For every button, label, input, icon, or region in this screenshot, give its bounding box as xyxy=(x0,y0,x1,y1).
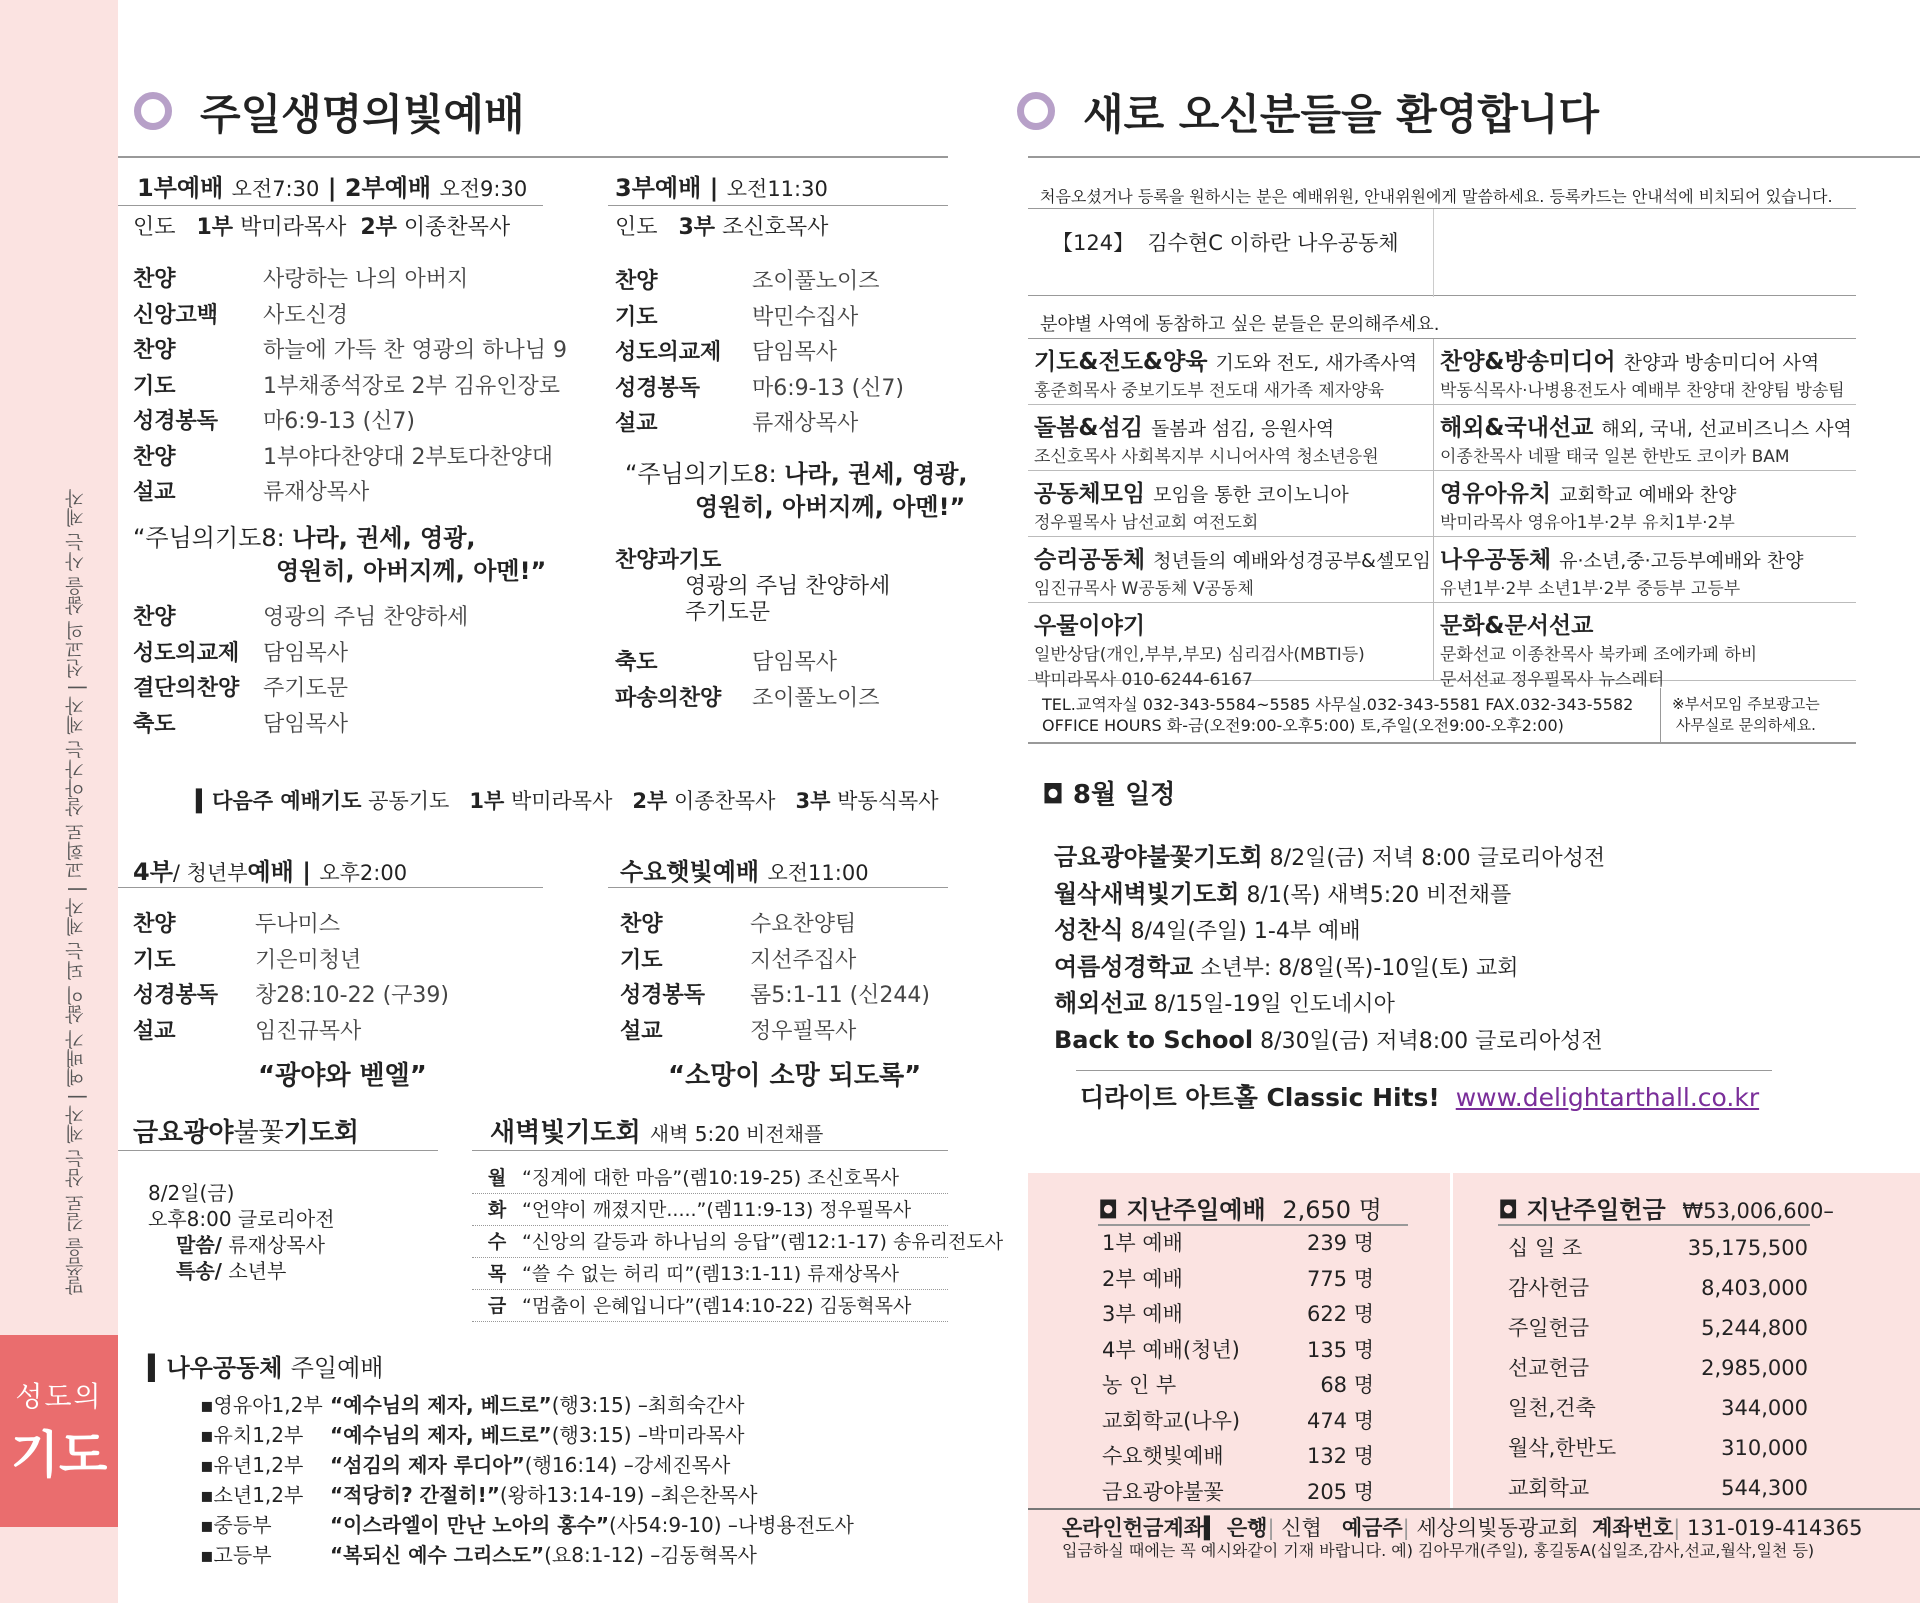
friday-header: 금요광야불꽃기도회 xyxy=(133,1118,360,1148)
table-row: 3부 예배 622 명 xyxy=(1102,1302,1374,1326)
service12-sermon-title: “주님의기도8: 나라, 권세, 영광, 영원히, 아버지께, 아멘!” xyxy=(133,524,547,585)
offering-table xyxy=(1508,1228,1808,1508)
contact-box xyxy=(1028,688,1856,744)
welcome-title: 새로 오신분들을 환영합니다 xyxy=(1083,90,1600,139)
order-row: 찬양 두나미스 xyxy=(133,912,341,937)
circle-icon xyxy=(1017,92,1055,130)
delight-link[interactable]: www.delightarthall.co.kr xyxy=(1455,1083,1760,1112)
ministry-cell: 기도&전도&양육 기도와 전도, 새가족사역 홍준희목사 중보기도부 전도대 새가족 제자양육 xyxy=(1028,339,1434,405)
order-row: 찬양 조이풀노이즈 xyxy=(615,269,880,294)
service3-leader: 인도 3부 조신호목사 xyxy=(615,215,829,240)
next-week-prayer: ▍다음주 예배기도 공동기도 1부 박미라목사 2부 이종찬목사 3부 박동식목사 xyxy=(196,789,939,813)
nau-header: ▍나우공동체 주일예배 xyxy=(148,1354,384,1382)
service4-sermon-title: “광야와 벧엘” xyxy=(258,1061,427,1091)
attendance-table xyxy=(1102,1226,1374,1510)
order-row: 결단의찬양 주기도문 xyxy=(133,676,349,701)
order-row: 설교 류재상목사 xyxy=(615,411,859,436)
list-item: 여름성경학교 소년부: 8/8일(목)-10일(토) 교회 xyxy=(1054,952,1519,981)
prayer-tab-line1: 성도의 xyxy=(15,1380,103,1413)
dawn-underline xyxy=(472,1150,948,1151)
nau-list xyxy=(200,1390,854,1570)
ministry-grid xyxy=(1028,338,1856,690)
order-row: 기도 지선주집사 xyxy=(620,947,857,973)
ad-note: ※부서모임 주보광고는 사무실로 문의하세요. xyxy=(1672,695,1820,734)
order-row: 찬양 영광의 주님 찬양하세 xyxy=(133,605,469,630)
list-item: ▪고등부 “복되신 예수 그리스도”(요8:1-12) –김동혁목사 xyxy=(200,1543,757,1567)
order-row: 성도의교제 담임목사 xyxy=(133,640,349,666)
service12-leader: 인도 1부 박미라목사 2부 이종찬목사 xyxy=(133,215,511,240)
list-item: 금 “멈춤이 은혜입니다”(렘14:10-22) 김동혁목사 xyxy=(472,1290,948,1322)
service3-sermon-title: “주님의기도8: 나라, 권세, 영광, 영원히, 아버지께, 아멘!” xyxy=(625,460,968,521)
list-item: ▪소년1,2부 “적당히? 간절히!”(왕하13:14-19) –최은찬목사 xyxy=(200,1483,758,1507)
order-row: 성경봉독 창28:10-22 (구39) xyxy=(133,983,449,1008)
circle-icon xyxy=(134,92,172,130)
order-row: 축도 담임목사 xyxy=(133,711,349,737)
service3-order xyxy=(615,264,904,442)
bank-note: 입금하실 때에는 꼭 예시와같이 기재 바랍니다. 예) 김아무개(주일), 홍길동A(십일조,감사,선교,월삭,일천 등) xyxy=(1062,1541,1815,1560)
list-item: ▪유치1,2부 “예수님의 제자, 베드로”(행3:15) –박미라목사 xyxy=(200,1423,745,1447)
welcome-divider xyxy=(1028,156,1920,158)
wednesday-header: 수요햇빛예배 오전11:00 xyxy=(620,858,869,886)
schedule-title: ◘ 8월 일정 xyxy=(1042,780,1176,810)
contact-info: TEL.교역자실 032-343-5584~5585 사무실.032-343-5581 FAX.032-343-5582 OFFICE HOURS 화-금(오전9:00-오후5:00) 토,주일(오전9:00-오후2:00) xyxy=(1042,695,1634,735)
list-item: Back to School 8/30일(금) 저녁8:00 글로리아성전 xyxy=(1054,1025,1603,1054)
table-row: 선교헌금 2,985,000 xyxy=(1508,1356,1808,1380)
order-row: 찬양 1부야다찬양대 2부토다찬양대 xyxy=(133,444,554,470)
order-row: 찬양 하늘에 가득 찬 영광의 하나님 9 xyxy=(133,338,567,363)
order-row: 기도 기은미청년 xyxy=(133,947,362,973)
offering-underline xyxy=(1498,1224,1810,1226)
service12-order-2 xyxy=(133,600,468,742)
order-row: 성경봉독 마6:9-13 (신7) xyxy=(615,375,904,401)
list-item: 월삭새벽빛기도회 8/1(목) 새벽5:20 비전채플 xyxy=(1054,879,1512,908)
table-row: 주일헌금 5,244,800 xyxy=(1508,1316,1808,1340)
wednesday-sermon-title: “소망이 소망 되도록” xyxy=(668,1061,922,1091)
table-row: 1부 예배 239 명 xyxy=(1102,1231,1374,1255)
prayer-section-tab[interactable] xyxy=(0,1335,118,1527)
service4-header: 4부/ 청년부예배 | 오후2:00 xyxy=(133,858,408,886)
bank-divider xyxy=(1028,1508,1920,1510)
table-row: 농 인 부 68 명 xyxy=(1102,1373,1374,1397)
list-item: 금요광야불꽃기도회 8/2일(금) 저녁 8:00 글로리아성전 xyxy=(1054,843,1606,871)
service3-order-2 xyxy=(615,645,880,716)
ministry-cell: 해외&국내선교 해외, 국내, 선교비즈니스 사역 이종찬목사 네팔 태국 일본 한반도 코이카 BAM xyxy=(1434,405,1856,471)
ministry-cell: 문화&문서선교 문화선교 이종찬목사 북카페 조에카페 하비 문서선교 정우필목사 뉴스레터 xyxy=(1434,603,1856,681)
list-item: 성찬식 8/4일(주일) 1-4부 예배 xyxy=(1054,916,1361,944)
order-row: 기도 1부채종석장로 2부 김유인장로 xyxy=(133,373,561,399)
bank-info: 온라인헌금계좌▍ 은행| 신협 예금주| 세상의빛동광교회 계좌번호| 131-019-414365 xyxy=(1062,1516,1863,1540)
order-row: 파송의찬양 조이풀노이즈 xyxy=(615,685,880,711)
ministry-cell: 돌봄&섬김 돌봄과 섬김, 응원사역 조신호목사 사회복지부 시니어사역 청소년응원 xyxy=(1028,405,1434,471)
ministry-cell: 우물이야기 일반상담(개인,부부,부모) 심리검사(MBTI등) 박미라목사 010-6244-6167 xyxy=(1028,603,1434,681)
newcomer-box xyxy=(1028,208,1856,296)
list-item: 목 “쓸 수 없는 허리 띠”(렘13:1-11) 류재상목사 xyxy=(472,1258,948,1290)
service3-praise: 찬양과기도 영광의 주님 찬양하세 주기도문 xyxy=(615,548,891,625)
worship-title: 주일생명의빛예배 xyxy=(200,90,525,139)
order-row: 신앙고백 사도신경 xyxy=(133,302,349,328)
order-row: 찬양 수요찬양팀 xyxy=(620,912,857,937)
list-item: 수 “신앙의 갈등과 하나님의 응답”(렘12:1-17) 송유리전도사 xyxy=(472,1226,948,1258)
table-row: 교회학교(나우) 474 명 xyxy=(1102,1408,1374,1433)
service3-header: 3부예배 | 오전11:30 xyxy=(615,174,828,202)
service12-underline xyxy=(118,205,543,206)
table-row: 십 일 조 35,175,500 xyxy=(1508,1236,1808,1260)
order-row: 설교 정우필목사 xyxy=(620,1018,857,1044)
order-row: 설교 임진규목사 xyxy=(133,1018,362,1044)
list-item: ▪중등부 “이스라엘이 만난 노아의 홍수”(사54:9-10) –나병용전도사 xyxy=(200,1513,854,1537)
table-row: 수요햇빛예배 132 명 xyxy=(1102,1444,1374,1468)
wednesday-order xyxy=(620,907,930,1049)
table-row: 4부 예배(청년) 135 명 xyxy=(1102,1337,1374,1362)
ministry-cell: 영유아유치 교회학교 예배와 찬양 박미라목사 영유아1부·2부 유치1부·2부 xyxy=(1434,471,1856,537)
worship-divider xyxy=(118,156,948,158)
table-row: 감사헌금 8,403,000 xyxy=(1508,1276,1808,1300)
ministry-cell: 승리공동체 청년들의 예배와성경공부&셀모임 임진규목사 W공동체 V공동체 xyxy=(1028,537,1434,603)
service4-order xyxy=(133,907,449,1049)
schedule-list xyxy=(1054,840,1605,1059)
ministry-cell: 찬양&방송미디어 찬양과 방송미디어 사역 박동식목사·나병용전도사 예배부 찬양대 찬양팀 방송팀 xyxy=(1434,339,1856,405)
vertical-motto: 말씀을 길로 삼는 제자 | 예배가 삶이 되는 제자 | 교회로 살아가는 제자 | 선교의 삶을 사는 제자 xyxy=(65,489,87,1295)
order-row: 축도 담임목사 xyxy=(615,650,838,675)
order-row: 설교 류재상목사 xyxy=(133,480,370,505)
friday-underline xyxy=(118,1150,438,1151)
table-row: 월삭,한반도 310,000 xyxy=(1508,1436,1808,1460)
friday-details: 8/2일(금) 오후8:00 글로리아전 말씀/ 류재상목사 특송/ 소년부 xyxy=(148,1181,335,1283)
newcomer-list: 【124】 김수현C 이하란 나우공동체 xyxy=(1052,231,1399,255)
attendance-title: ◘ 지난주일예배 2,650 명 xyxy=(1098,1196,1382,1224)
list-item: 화 “언약이 깨졌지만.....”(렘11:9-13) 정우필목사 xyxy=(472,1194,948,1226)
service12-header: 1부예배 오전7:30 | 2부예배 오전9:30 xyxy=(137,174,528,202)
service4-underline xyxy=(118,887,543,888)
ministry-cell: 나우공동체 유·소년,중·고등부예배와 찬양 유년1부·2부 소년1부·2부 중등부 고등부 xyxy=(1434,537,1856,603)
service3-underline xyxy=(608,205,948,206)
wednesday-underline xyxy=(608,887,948,888)
welcome-intro: 처음오셨거나 등록을 원하시는 분은 예배위원, 안내위원에게 말씀하세요. 등록카드는 안내석에 비치되어 있습니다. xyxy=(1040,187,1833,206)
order-row: 성도의교제 담임목사 xyxy=(615,340,838,365)
prayer-tab-line2: 기도 xyxy=(10,1426,108,1484)
dawn-header: 새벽빛기도회 새벽 5:20 비전채플 xyxy=(490,1118,824,1148)
table-row: 금요광야불꽃 205 명 xyxy=(1102,1479,1374,1504)
stats-divider xyxy=(1450,1173,1453,1508)
order-row: 성경봉독 롬5:1-11 (신244) xyxy=(620,983,930,1008)
delight-ad: 디라이트 아트홀 Classic Hits! www.delightarthall.co.kr xyxy=(1080,1083,1760,1112)
order-row: 기도 박민수집사 xyxy=(615,304,859,330)
list-item: 해외선교 8/15일-19일 인도네시아 xyxy=(1054,989,1395,1017)
list-item: 월 “징계에 대한 마음”(렘10:19-25) 조신호목사 xyxy=(472,1162,948,1194)
schedule-divider xyxy=(1076,1070,1772,1071)
ministry-cell: 공동체모임 모임을 통한 코이노니아 정우필목사 남선교회 여전도회 xyxy=(1028,471,1434,537)
order-row: 찬양 사랑하는 나의 아버지 xyxy=(133,267,469,292)
order-row: 성경봉독 마6:9-13 (신7) xyxy=(133,409,415,434)
list-item: ▪영유아1,2부 “예수님의 제자, 베드로”(행3:15) –최희숙간사 xyxy=(200,1393,745,1417)
table-row: 일천,건축 344,000 xyxy=(1508,1396,1808,1420)
offering-title: ◘ 지난주일헌금 ₩53,006,600– xyxy=(1498,1196,1834,1224)
service12-order xyxy=(133,262,567,511)
table-row: 2부 예배 775 명 xyxy=(1102,1266,1374,1291)
table-row: 교회학교 544,300 xyxy=(1508,1476,1808,1500)
dawn-list xyxy=(472,1162,1004,1322)
ministry-intro: 분야별 사역에 동참하고 싶은 분들은 문의해주세요. xyxy=(1040,314,1440,335)
list-item: ▪유년1,2부 “섬김의 제자 루디아”(행16:14) –강세진목사 xyxy=(200,1453,731,1477)
